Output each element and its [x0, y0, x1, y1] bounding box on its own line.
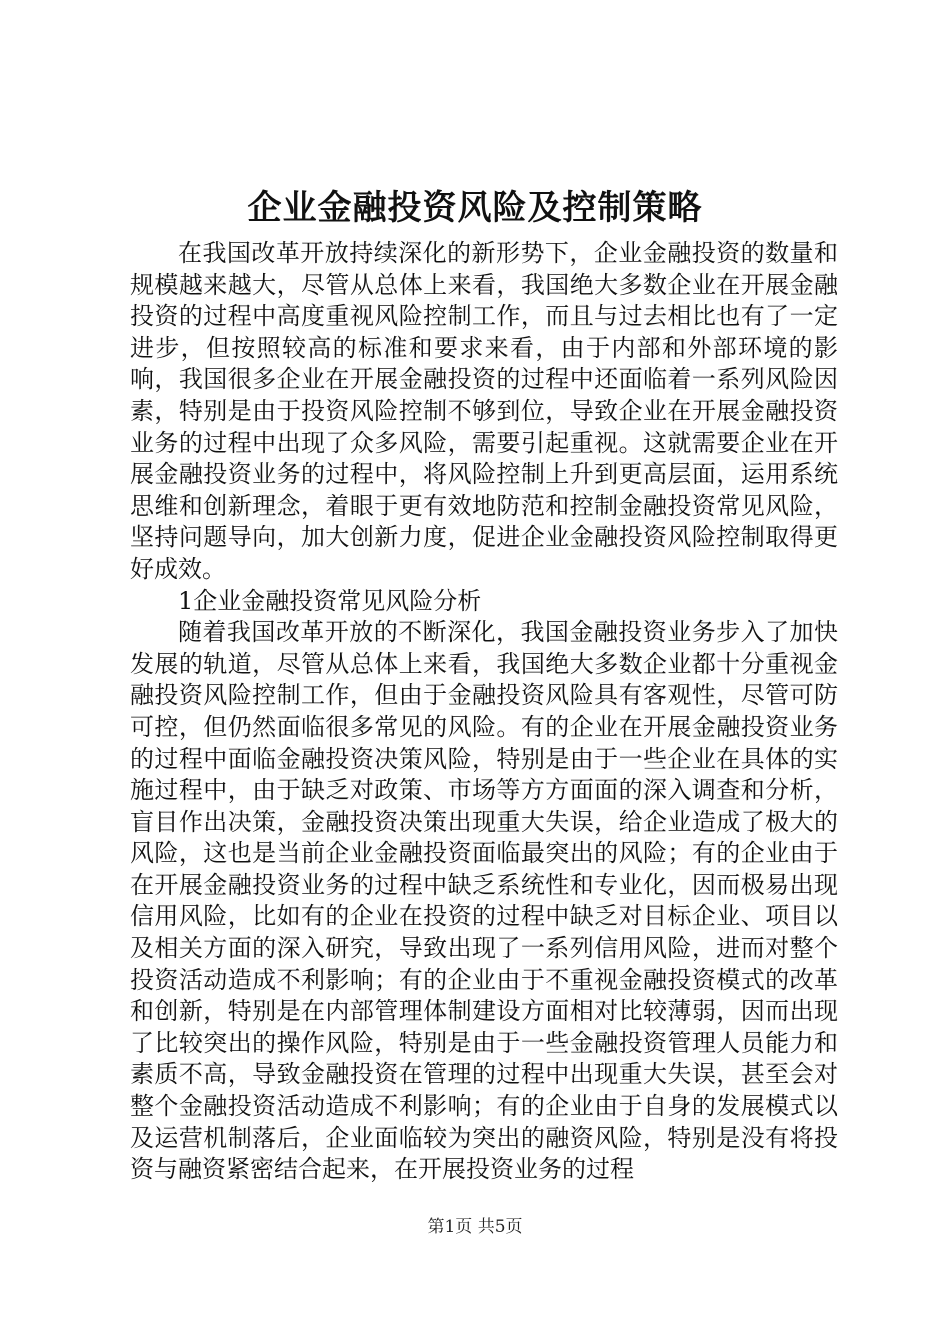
page-footer: 第1页 共5页	[427, 1217, 523, 1237]
section-heading: 1企业金融投资常见风险分析	[178, 586, 482, 615]
paragraph-intro: 在我国改革开放持续深化的新形势下，企业金融投资的数量和规模越来越大，尽管从总体上来看，我国绝大多数企业在开展金融投资的过程中高度重视风险控制工作，而且与过去相比也有了一定进步，但按照较高的标准和要求来看，由于内部和外部环境的影响，我国很多企业在开展金融投资的过程中还面临着一系列风险因素，特别是由于投资风险控制不够到位，导致企业在开展金融投资业务的过程中出现了众多风险，需要引起重视。这就需要企业在开展金融投资业务的过程中，将风险控制上升到更高层面，运用系统思维和创新理念，着眼于更有效地防范和控制金融投资常见风险，坚持问题导向，加大创新力度，促进企业金融投资风险控制取得更好成效。	[130, 239, 838, 583]
document-body	[130, 238, 838, 1186]
document-title: 企业金融投资风险及控制策略	[247, 188, 703, 228]
paragraph-risk-analysis: 随着我国改革开放的不断深化，我国金融投资业务步入了加快发展的轨道，尽管从总体上来看，我国绝大多数企业都十分重视金融投资风险控制工作，但由于金融投资风险具有客观性，尽管可防可控，但仍然面临很多常见的风险。有的企业在开展金融投资业务的过程中面临金融投资决策风险，特别是由于一些企业在具体的实施过程中，由于缺乏对政策、市场等方方面面的深入调查和分析，盲目作出决策，金融投资决策出现重大失误，给企业造成了极大的风险，这也是当前企业金融投资面临最突出的风险；有的企业由于在开展金融投资业务的过程中缺乏系统性和专业化，因而极易出现信用风险，比如有的企业在投资的过程中缺乏对目标企业、项目以及相关方面的深入研究，导致出现了一系列信用风险，进而对整个投资活动造成不利影响；有的企业由于不重视金融投资模式的改革和创新，特别是在内部管理体制建设方面相对比较薄弱，因而出现了比较突出的操作风险，特别是由于一些金融投资管理人员能力和素质不高，导致金融投资在管理的过程中出现重大失误，甚至会对整个金融投资活动造成不利影响；有的企业由于自身的发展模式以及运营机制落后，企业面临较为突出的融资风险，特别是没有将投资与融资紧密结合起来，在开展投资业务的过程	[130, 618, 838, 1184]
